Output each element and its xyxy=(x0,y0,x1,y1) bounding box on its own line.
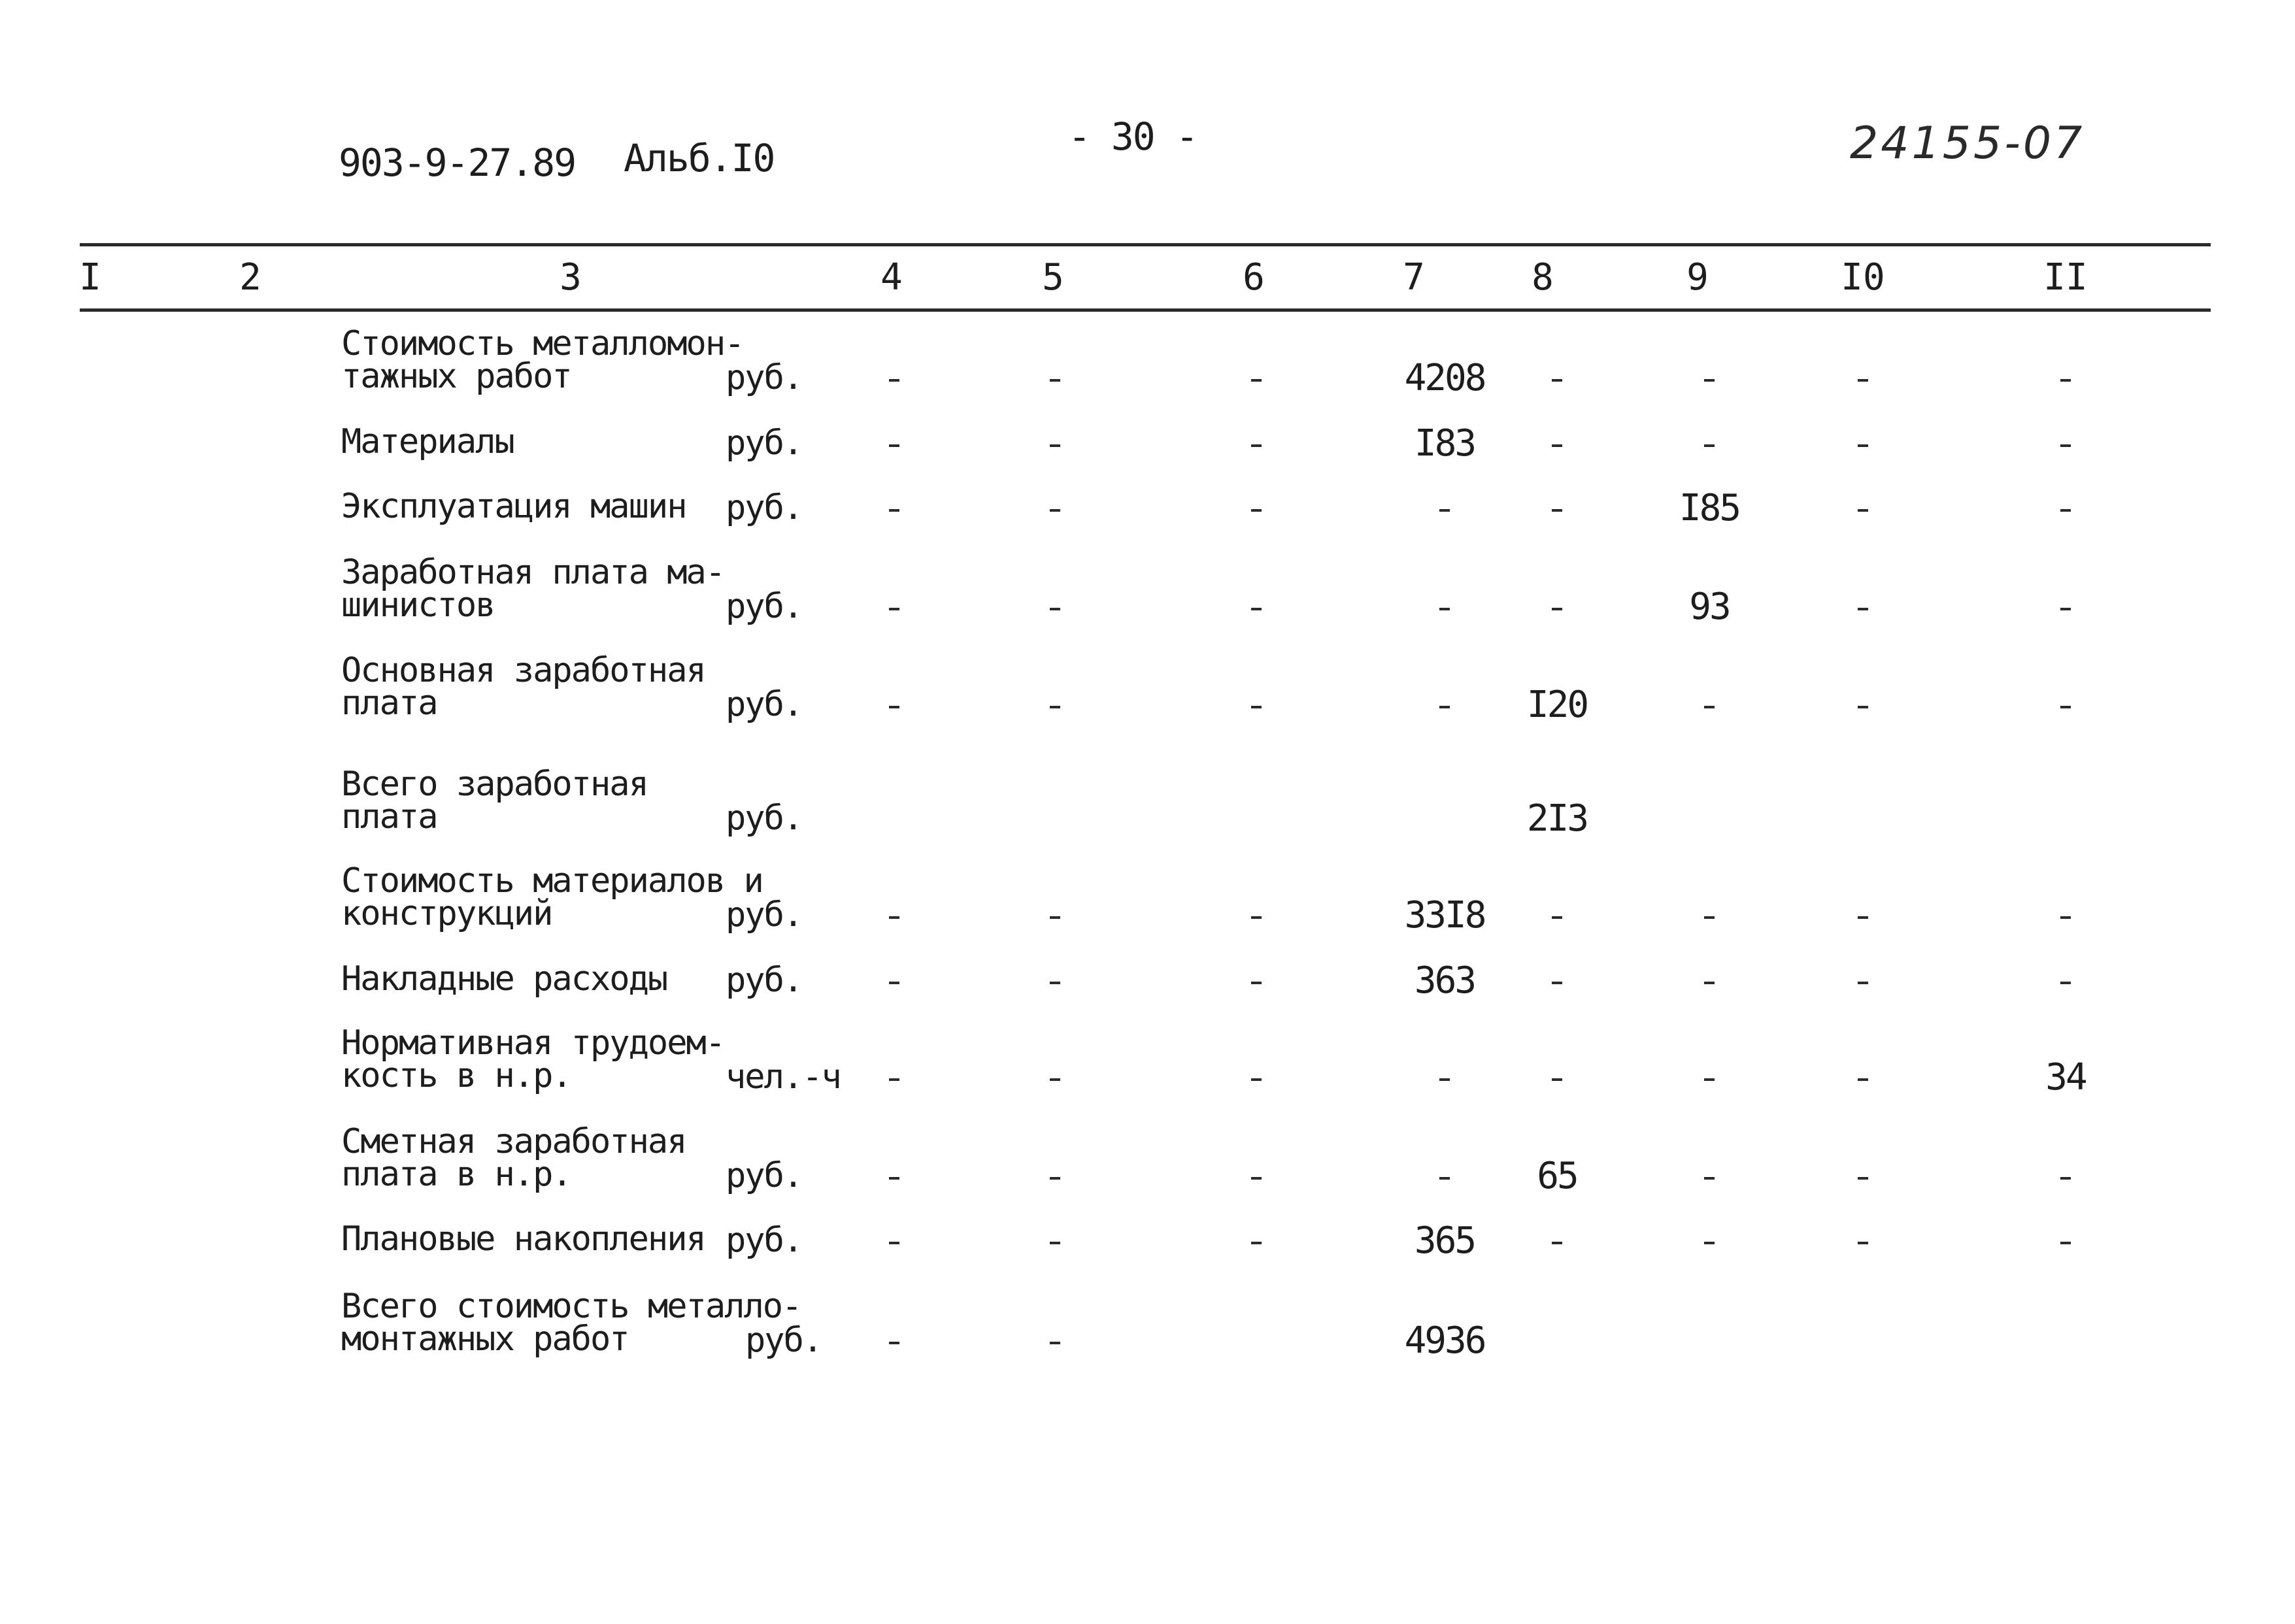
dash-c10 xyxy=(1858,706,1868,708)
dash-c6 xyxy=(1251,706,1262,708)
dash-c6 xyxy=(1251,608,1262,610)
dash-c9 xyxy=(1704,1242,1715,1244)
dash-c6 xyxy=(1251,509,1262,512)
album-number: Альб.I0 xyxy=(624,136,775,180)
dash-c4 xyxy=(889,1242,899,1244)
row-label: Заработная плата ма- xyxy=(341,553,725,592)
dash-c9 xyxy=(1704,1078,1715,1081)
row-label-continuation: конструкций xyxy=(341,894,552,933)
dash-c10 xyxy=(1858,916,1868,919)
row-label-continuation: тажных работ xyxy=(341,357,571,396)
row-unit: руб. xyxy=(726,587,803,626)
dash-c6 xyxy=(1251,916,1262,919)
row-label: Стоимость материалов и xyxy=(341,861,763,901)
dash-c10 xyxy=(1858,608,1868,610)
row-label-continuation: плата xyxy=(341,797,437,837)
dash-c6 xyxy=(1251,1242,1262,1244)
dash-c5 xyxy=(1050,608,1060,610)
row-label: Всего заработная xyxy=(341,765,648,804)
row-label-continuation: плата в н.р. xyxy=(341,1155,571,1194)
row-unit: чел.-ч xyxy=(726,1057,841,1097)
row-label: Нормативная трудоем- xyxy=(341,1023,725,1063)
dash-c6 xyxy=(1251,444,1262,447)
dash-c11 xyxy=(2060,982,2071,984)
dash-c5 xyxy=(1050,1242,1060,1244)
dash-c8 xyxy=(1552,444,1562,447)
dash-c9 xyxy=(1704,379,1715,382)
dash-c8 xyxy=(1552,1078,1562,1081)
row-label: Основная заработная xyxy=(341,651,705,690)
dash-c5 xyxy=(1050,379,1060,382)
dash-c4 xyxy=(889,706,899,708)
dash-c10 xyxy=(1858,1177,1868,1180)
row-unit: руб. xyxy=(726,1156,803,1195)
dash-c10 xyxy=(1858,379,1868,382)
dash-c11 xyxy=(2060,444,2071,447)
dash-c7 xyxy=(1439,1177,1450,1180)
table-header-rule xyxy=(80,308,2211,312)
table-top-rule xyxy=(80,243,2211,246)
dash-c11 xyxy=(2060,379,2071,382)
row-label: Сметная заработная xyxy=(341,1122,686,1161)
inventory-number: 24155-07 xyxy=(1850,118,2085,169)
row-unit: руб. xyxy=(726,1221,803,1260)
row-unit: руб. xyxy=(726,423,803,463)
dash-c5 xyxy=(1050,509,1060,512)
dash-c6 xyxy=(1251,379,1262,382)
row-unit: руб. xyxy=(745,1321,822,1360)
dash-c6 xyxy=(1251,1177,1262,1180)
dash-c8 xyxy=(1552,1242,1562,1244)
row-label: Стоимость металломон- xyxy=(341,324,744,363)
dash-c9 xyxy=(1704,982,1715,984)
dash-c5 xyxy=(1050,1078,1060,1081)
dash-c4 xyxy=(889,1078,899,1081)
dash-c8 xyxy=(1552,509,1562,512)
row-unit: руб. xyxy=(726,961,803,1000)
dash-c10 xyxy=(1858,1242,1868,1244)
dash-c4 xyxy=(889,916,899,919)
dash-c11 xyxy=(2060,1177,2071,1180)
row-label: Эксплуатация машин xyxy=(341,487,686,526)
dash-c7 xyxy=(1439,608,1450,610)
dash-c4 xyxy=(889,608,899,610)
row-unit: руб. xyxy=(726,685,803,724)
dash-c6 xyxy=(1251,1078,1262,1081)
dash-c10 xyxy=(1858,509,1868,512)
dash-c11 xyxy=(2060,706,2071,708)
dash-c4 xyxy=(889,509,899,512)
dash-c6 xyxy=(1251,982,1262,984)
row-unit: руб. xyxy=(726,358,803,397)
row-unit: руб. xyxy=(726,799,803,838)
dash-c8 xyxy=(1552,916,1562,919)
row-label: Накладные расходы xyxy=(341,959,667,999)
dash-c9 xyxy=(1704,444,1715,447)
dash-c7 xyxy=(1439,509,1450,512)
dash-c11 xyxy=(2060,509,2071,512)
dash-c4 xyxy=(889,1342,899,1344)
dash-c8 xyxy=(1552,982,1562,984)
row-label-continuation: плата xyxy=(341,684,437,723)
row-label: Всего стоимость металло- xyxy=(341,1287,801,1326)
dash-c7 xyxy=(1439,1078,1450,1081)
dash-c11 xyxy=(2060,1242,2071,1244)
dash-c5 xyxy=(1050,982,1060,984)
row-label-continuation: шинистов xyxy=(341,586,495,625)
page-number: - 30 - xyxy=(1068,114,1198,159)
dash-c10 xyxy=(1858,1078,1868,1081)
dash-c11 xyxy=(2060,916,2071,919)
dash-c5 xyxy=(1050,1342,1060,1344)
dash-c7 xyxy=(1439,706,1450,708)
dash-c11 xyxy=(2060,608,2071,610)
row-label-continuation: монтажных работ xyxy=(341,1319,629,1359)
dash-c4 xyxy=(889,444,899,447)
dash-c4 xyxy=(889,1177,899,1180)
dash-c9 xyxy=(1704,1177,1715,1180)
dash-c4 xyxy=(889,379,899,382)
dash-c5 xyxy=(1050,1177,1060,1180)
row-label: Материалы xyxy=(341,422,514,461)
document-code: 903-9-27.89 xyxy=(339,141,576,185)
dash-c9 xyxy=(1704,706,1715,708)
row-unit: руб. xyxy=(726,895,803,935)
dash-c5 xyxy=(1050,444,1060,447)
dash-c5 xyxy=(1050,706,1060,708)
dash-c4 xyxy=(889,982,899,984)
dash-c5 xyxy=(1050,916,1060,919)
row-unit: руб. xyxy=(726,488,803,527)
dash-c8 xyxy=(1552,379,1562,382)
dash-c8 xyxy=(1552,608,1562,610)
dash-c10 xyxy=(1858,444,1868,447)
row-label: Плановые накопления xyxy=(341,1219,705,1259)
dash-c9 xyxy=(1704,916,1715,919)
dash-c10 xyxy=(1858,982,1868,984)
row-label-continuation: кость в н.р. xyxy=(341,1056,571,1095)
